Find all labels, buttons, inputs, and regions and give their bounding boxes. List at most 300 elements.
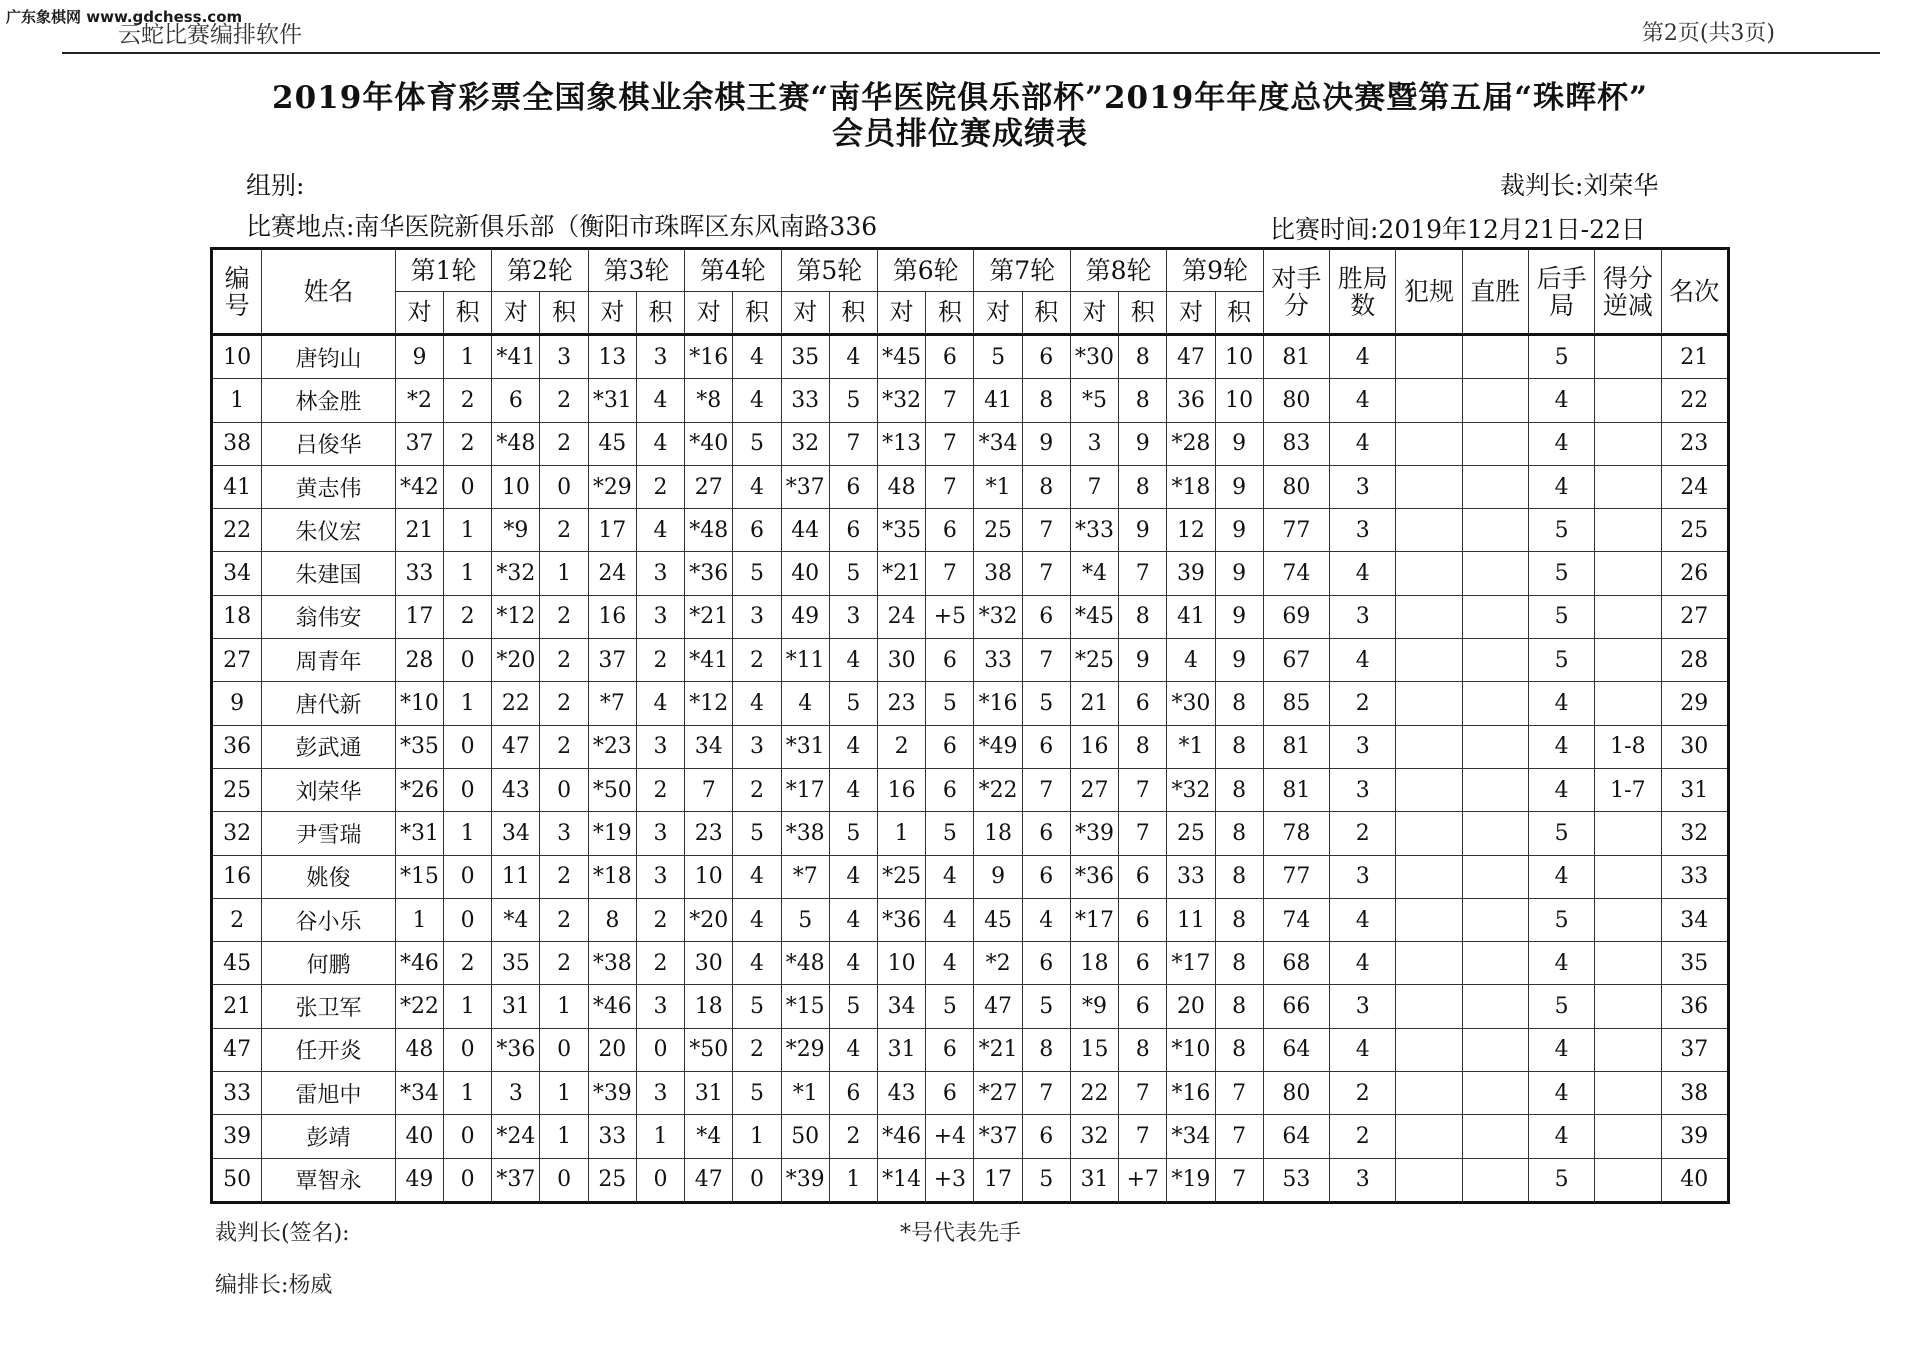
second-move-games: 4 xyxy=(1528,725,1594,768)
round-points: 7 xyxy=(1119,768,1167,811)
round-points: 4 xyxy=(733,335,781,379)
round-points: 6 xyxy=(926,1072,974,1115)
round-opponent: 34 xyxy=(685,725,733,768)
round-header: 第7轮 xyxy=(974,249,1070,292)
round-points: 2 xyxy=(636,639,684,682)
round-points: 5 xyxy=(733,812,781,855)
table-row xyxy=(212,1072,1729,1115)
player-number: 34 xyxy=(212,552,262,595)
round-points: 1 xyxy=(636,1115,684,1158)
round-points: 7 xyxy=(1022,768,1070,811)
player-name: 林金胜 xyxy=(262,379,396,422)
wins-count: 4 xyxy=(1330,898,1396,941)
round-opponent: 12 xyxy=(1167,509,1215,552)
direct-wins xyxy=(1462,422,1528,465)
round-points: 7 xyxy=(1022,509,1070,552)
player-name: 唐钧山 xyxy=(262,335,396,379)
round-opponent: *13 xyxy=(878,422,926,465)
round-points: 3 xyxy=(733,725,781,768)
table-row xyxy=(212,942,1729,985)
round-opponent: 25 xyxy=(974,509,1022,552)
wins-count: 3 xyxy=(1330,595,1396,638)
points-subheader: 积 xyxy=(540,292,588,335)
round-points: 6 xyxy=(1119,682,1167,725)
round-opponent: 18 xyxy=(685,985,733,1028)
player-number: 1 xyxy=(212,379,262,422)
round-header: 第9轮 xyxy=(1167,249,1263,292)
fouls xyxy=(1396,768,1462,811)
opponent-score: 80 xyxy=(1263,379,1329,422)
round-points: 5 xyxy=(829,682,877,725)
round-points: 2 xyxy=(444,942,492,985)
round-opponent: 27 xyxy=(1070,768,1118,811)
reverse-score xyxy=(1595,942,1661,985)
round-opponent: *4 xyxy=(1070,552,1118,595)
opponent-score: 66 xyxy=(1263,985,1329,1028)
direct-wins xyxy=(1462,552,1528,595)
round-opponent: 17 xyxy=(974,1158,1022,1202)
fouls xyxy=(1396,725,1462,768)
reverse-score xyxy=(1595,682,1661,725)
round-header: 第4轮 xyxy=(685,249,781,292)
round-opponent: 32 xyxy=(781,422,829,465)
round-points: 8 xyxy=(1215,812,1263,855)
round-opponent: *26 xyxy=(395,768,443,811)
fouls xyxy=(1396,1028,1462,1071)
points-subheader: 积 xyxy=(926,292,974,335)
round-points: 6 xyxy=(829,1072,877,1115)
reverse-score xyxy=(1595,465,1661,508)
round-opponent: *35 xyxy=(878,509,926,552)
player-number: 41 xyxy=(212,465,262,508)
fouls xyxy=(1396,335,1462,379)
second-move-games: 4 xyxy=(1528,1072,1594,1115)
direct-wins xyxy=(1462,509,1528,552)
round-points: 10 xyxy=(1215,379,1263,422)
round-points: 9 xyxy=(1215,639,1263,682)
table-row xyxy=(212,855,1729,898)
reverse-score xyxy=(1595,639,1661,682)
round-opponent: *34 xyxy=(395,1072,443,1115)
round-opponent: 33 xyxy=(1167,855,1215,898)
round-points: 3 xyxy=(540,335,588,379)
second-move-games: 4 xyxy=(1528,942,1594,985)
round-points: 7 xyxy=(1119,1072,1167,1115)
round-opponent: *46 xyxy=(588,985,636,1028)
round-points: 4 xyxy=(733,379,781,422)
round-points: 3 xyxy=(636,985,684,1028)
round-opponent: 18 xyxy=(1070,942,1118,985)
round-opponent: *11 xyxy=(781,639,829,682)
title-line-2: 会员排位赛成绩表 xyxy=(832,116,1088,152)
round-opponent: 48 xyxy=(395,1028,443,1071)
reverse-score xyxy=(1595,898,1661,941)
table-row xyxy=(212,595,1729,638)
round-opponent: *15 xyxy=(781,985,829,1028)
round-points: 5 xyxy=(829,379,877,422)
second-move-games: 5 xyxy=(1528,985,1594,1028)
round-points: 7 xyxy=(1215,1158,1263,1202)
round-opponent: *40 xyxy=(685,422,733,465)
round-opponent: 39 xyxy=(1167,552,1215,595)
col-reverse-header: 得分 逆减 xyxy=(1595,249,1661,335)
round-points: 1 xyxy=(444,682,492,725)
round-points: 1 xyxy=(444,812,492,855)
opponent-score: 68 xyxy=(1263,942,1329,985)
round-opponent: *36 xyxy=(878,898,926,941)
round-points: 3 xyxy=(733,595,781,638)
round-opponent: *23 xyxy=(588,725,636,768)
round-opponent: *20 xyxy=(492,639,540,682)
round-points: 0 xyxy=(540,465,588,508)
reverse-score xyxy=(1595,1028,1661,1071)
round-points: 4 xyxy=(926,942,974,985)
col-no-header: 编 号 xyxy=(212,249,262,335)
round-opponent: *17 xyxy=(1167,942,1215,985)
round-opponent: *22 xyxy=(395,985,443,1028)
col-wins-header: 胜局 数 xyxy=(1330,249,1396,335)
round-opponent: *29 xyxy=(781,1028,829,1071)
player-name: 张卫军 xyxy=(262,985,396,1028)
round-points: 4 xyxy=(829,942,877,985)
direct-wins xyxy=(1462,725,1528,768)
table-row xyxy=(212,682,1729,725)
round-points: 6 xyxy=(1022,942,1070,985)
round-points: 7 xyxy=(1022,1072,1070,1115)
round-opponent: *36 xyxy=(492,1028,540,1071)
round-points: 6 xyxy=(1022,595,1070,638)
direct-wins xyxy=(1462,812,1528,855)
round-points: 5 xyxy=(926,985,974,1028)
opponent-score: 77 xyxy=(1263,509,1329,552)
opponent-score: 85 xyxy=(1263,682,1329,725)
round-opponent: *2 xyxy=(395,379,443,422)
player-number: 27 xyxy=(212,639,262,682)
round-opponent: 11 xyxy=(1167,898,1215,941)
round-points: 4 xyxy=(829,768,877,811)
round-points: 9 xyxy=(1215,422,1263,465)
round-points: 1 xyxy=(444,552,492,595)
player-name: 尹雪瑞 xyxy=(262,812,396,855)
round-opponent: *1 xyxy=(1167,725,1215,768)
round-opponent: *10 xyxy=(395,682,443,725)
round-points: 1 xyxy=(444,1072,492,1115)
round-opponent: *37 xyxy=(974,1115,1022,1158)
round-opponent: 16 xyxy=(588,595,636,638)
round-opponent: *5 xyxy=(1070,379,1118,422)
player-number: 25 xyxy=(212,768,262,811)
round-opponent: 35 xyxy=(492,942,540,985)
round-opponent: *4 xyxy=(492,898,540,941)
round-opponent: 6 xyxy=(492,379,540,422)
round-points: 0 xyxy=(444,639,492,682)
round-points: 8 xyxy=(1022,1028,1070,1071)
round-opponent: *34 xyxy=(1167,1115,1215,1158)
round-opponent: *42 xyxy=(395,465,443,508)
round-points: 2 xyxy=(540,898,588,941)
round-points: 7 xyxy=(1119,1115,1167,1158)
wins-count: 3 xyxy=(1330,768,1396,811)
player-name: 唐代新 xyxy=(262,682,396,725)
round-points: 2 xyxy=(636,465,684,508)
col-fouls-header: 犯规 xyxy=(1396,249,1462,335)
round-points: 8 xyxy=(1119,335,1167,379)
round-opponent: 24 xyxy=(588,552,636,595)
round-points: 8 xyxy=(1215,1028,1263,1071)
second-move-games: 5 xyxy=(1528,335,1594,379)
player-number: 21 xyxy=(212,985,262,1028)
table-row xyxy=(212,335,1729,379)
round-opponent: *7 xyxy=(781,855,829,898)
round-points: 3 xyxy=(636,812,684,855)
round-points: 9 xyxy=(1022,422,1070,465)
player-name: 彭武通 xyxy=(262,725,396,768)
round-points: 4 xyxy=(829,725,877,768)
opponent-score: 80 xyxy=(1263,1072,1329,1115)
header-rule xyxy=(62,52,1880,54)
reverse-score: 1-7 xyxy=(1595,768,1661,811)
table-row xyxy=(212,768,1729,811)
round-opponent: 31 xyxy=(492,985,540,1028)
round-points: 8 xyxy=(1119,595,1167,638)
round-opponent: 47 xyxy=(685,1158,733,1202)
site-watermark: 广东象棋网 www.gdchess.com xyxy=(6,8,243,26)
round-points: 7 xyxy=(926,379,974,422)
player-number: 32 xyxy=(212,812,262,855)
round-opponent: 31 xyxy=(878,1028,926,1071)
round-points: 1 xyxy=(540,985,588,1028)
player-number: 22 xyxy=(212,509,262,552)
header-row-1 xyxy=(212,249,1729,292)
round-points: 2 xyxy=(540,379,588,422)
direct-wins xyxy=(1462,1028,1528,1071)
reverse-score xyxy=(1595,379,1661,422)
round-points: 4 xyxy=(926,855,974,898)
round-opponent: *17 xyxy=(781,768,829,811)
player-name: 翁伟安 xyxy=(262,595,396,638)
second-move-games: 5 xyxy=(1528,552,1594,595)
round-opponent: *16 xyxy=(974,682,1022,725)
chief-referee: 裁判长:刘荣华 xyxy=(1500,171,1659,200)
page-number: 第2页(共3页) xyxy=(1641,21,1775,46)
round-points: 5 xyxy=(829,812,877,855)
direct-wins xyxy=(1462,898,1528,941)
round-opponent: 4 xyxy=(1167,639,1215,682)
opponent-subheader: 对 xyxy=(492,292,540,335)
round-points: 7 xyxy=(1215,1115,1263,1158)
opponent-score: 81 xyxy=(1263,725,1329,768)
rank: 32 xyxy=(1661,812,1728,855)
round-opponent: *22 xyxy=(974,768,1022,811)
reverse-score: 1-8 xyxy=(1595,725,1661,768)
opponent-score: 64 xyxy=(1263,1115,1329,1158)
player-name: 覃智永 xyxy=(262,1158,396,1202)
rank: 27 xyxy=(1661,595,1728,638)
round-points: 4 xyxy=(733,682,781,725)
round-points: 8 xyxy=(1119,379,1167,422)
round-points: 4 xyxy=(636,422,684,465)
reverse-score xyxy=(1595,552,1661,595)
round-points: 1 xyxy=(733,1115,781,1158)
round-opponent: *38 xyxy=(588,942,636,985)
direct-wins xyxy=(1462,595,1528,638)
round-points: +7 xyxy=(1119,1158,1167,1202)
results-table xyxy=(210,247,1730,1204)
round-points: 3 xyxy=(829,595,877,638)
wins-count: 4 xyxy=(1330,942,1396,985)
rank: 22 xyxy=(1661,379,1728,422)
round-opponent: 16 xyxy=(878,768,926,811)
round-points: 6 xyxy=(926,1028,974,1071)
round-points: 8 xyxy=(1215,985,1263,1028)
round-points: 3 xyxy=(636,595,684,638)
round-points: 8 xyxy=(1119,465,1167,508)
round-opponent: *21 xyxy=(878,552,926,595)
fouls xyxy=(1396,855,1462,898)
round-points: 3 xyxy=(636,855,684,898)
table-row xyxy=(212,639,1729,682)
round-opponent: 7 xyxy=(1070,465,1118,508)
round-points: 0 xyxy=(444,465,492,508)
second-move-games: 4 xyxy=(1528,422,1594,465)
round-opponent: *32 xyxy=(878,379,926,422)
round-opponent: 37 xyxy=(588,639,636,682)
fouls xyxy=(1396,595,1462,638)
round-points: 4 xyxy=(733,942,781,985)
opponent-score: 81 xyxy=(1263,768,1329,811)
round-points: 7 xyxy=(926,552,974,595)
round-points: 0 xyxy=(636,1028,684,1071)
round-points: 0 xyxy=(444,855,492,898)
round-points: 5 xyxy=(926,682,974,725)
round-opponent: *19 xyxy=(1167,1158,1215,1202)
second-move-games: 4 xyxy=(1528,1028,1594,1071)
round-points: 8 xyxy=(1022,379,1070,422)
fouls xyxy=(1396,465,1462,508)
round-points: 6 xyxy=(926,768,974,811)
round-opponent: 18 xyxy=(974,812,1022,855)
second-move-games: 5 xyxy=(1528,595,1594,638)
wins-count: 3 xyxy=(1330,985,1396,1028)
round-opponent: 22 xyxy=(1070,1072,1118,1115)
scheduler: 编排长:杨威 xyxy=(215,1273,333,1298)
round-points: 0 xyxy=(540,768,588,811)
player-number: 9 xyxy=(212,682,262,725)
rank: 37 xyxy=(1661,1028,1728,1071)
round-points: 3 xyxy=(540,812,588,855)
second-move-games: 5 xyxy=(1528,812,1594,855)
direct-wins xyxy=(1462,985,1528,1028)
round-opponent: *39 xyxy=(588,1072,636,1115)
round-points: 2 xyxy=(733,768,781,811)
second-move-games: 4 xyxy=(1528,682,1594,725)
round-opponent: *1 xyxy=(974,465,1022,508)
round-header: 第3轮 xyxy=(588,249,684,292)
round-opponent: 34 xyxy=(878,985,926,1028)
round-opponent: *50 xyxy=(685,1028,733,1071)
opponent-subheader: 对 xyxy=(781,292,829,335)
opponent-score: 78 xyxy=(1263,812,1329,855)
round-opponent: 47 xyxy=(492,725,540,768)
round-points: 6 xyxy=(926,509,974,552)
round-opponent: 21 xyxy=(1070,682,1118,725)
round-points: +5 xyxy=(926,595,974,638)
round-opponent: *29 xyxy=(588,465,636,508)
round-opponent: 47 xyxy=(974,985,1022,1028)
wins-count: 4 xyxy=(1330,422,1396,465)
second-move-games: 4 xyxy=(1528,379,1594,422)
round-opponent: 1 xyxy=(395,898,443,941)
round-points: 0 xyxy=(540,1028,588,1071)
table-row xyxy=(212,379,1729,422)
round-opponent: 38 xyxy=(974,552,1022,595)
fouls xyxy=(1396,552,1462,595)
rank: 40 xyxy=(1661,1158,1728,1202)
round-opponent: *8 xyxy=(685,379,733,422)
round-points: 3 xyxy=(636,725,684,768)
round-opponent: 13 xyxy=(588,335,636,379)
round-opponent: *18 xyxy=(588,855,636,898)
points-subheader: 积 xyxy=(1215,292,1263,335)
col-rank-header: 名次 xyxy=(1661,249,1728,335)
round-points: 7 xyxy=(1119,552,1167,595)
round-points: 0 xyxy=(444,725,492,768)
table-row xyxy=(212,1158,1729,1202)
round-points: 6 xyxy=(1022,855,1070,898)
col-opp-score-header: 对手 分 xyxy=(1263,249,1329,335)
direct-wins xyxy=(1462,1158,1528,1202)
wins-count: 3 xyxy=(1330,465,1396,508)
round-points: 5 xyxy=(829,552,877,595)
round-points: 5 xyxy=(1022,985,1070,1028)
points-subheader: 积 xyxy=(733,292,781,335)
round-points: 7 xyxy=(1215,1072,1263,1115)
opponent-score: 53 xyxy=(1263,1158,1329,1202)
round-points: 2 xyxy=(540,509,588,552)
round-points: 2 xyxy=(444,379,492,422)
player-name: 朱建国 xyxy=(262,552,396,595)
round-points: 2 xyxy=(829,1115,877,1158)
player-name: 雷旭中 xyxy=(262,1072,396,1115)
round-points: 1 xyxy=(829,1158,877,1202)
round-points: 2 xyxy=(444,422,492,465)
player-name: 彭靖 xyxy=(262,1115,396,1158)
round-opponent: *49 xyxy=(974,725,1022,768)
points-subheader: 积 xyxy=(829,292,877,335)
round-points: 10 xyxy=(1215,335,1263,379)
round-opponent: 47 xyxy=(1167,335,1215,379)
round-points: 1 xyxy=(444,509,492,552)
rank: 36 xyxy=(1661,985,1728,1028)
round-opponent: *31 xyxy=(395,812,443,855)
opponent-score: 69 xyxy=(1263,595,1329,638)
rank: 29 xyxy=(1661,682,1728,725)
direct-wins xyxy=(1462,682,1528,725)
wins-count: 4 xyxy=(1330,379,1396,422)
direct-wins xyxy=(1462,379,1528,422)
opponent-score: 74 xyxy=(1263,552,1329,595)
round-opponent: *9 xyxy=(1070,985,1118,1028)
round-opponent: 31 xyxy=(1070,1158,1118,1202)
round-opponent: *32 xyxy=(1167,768,1215,811)
round-opponent: 22 xyxy=(492,682,540,725)
round-opponent: 25 xyxy=(1167,812,1215,855)
round-opponent: *39 xyxy=(1070,812,1118,855)
round-opponent: 33 xyxy=(395,552,443,595)
round-header: 第2轮 xyxy=(492,249,588,292)
rank: 25 xyxy=(1661,509,1728,552)
rank: 35 xyxy=(1661,942,1728,985)
